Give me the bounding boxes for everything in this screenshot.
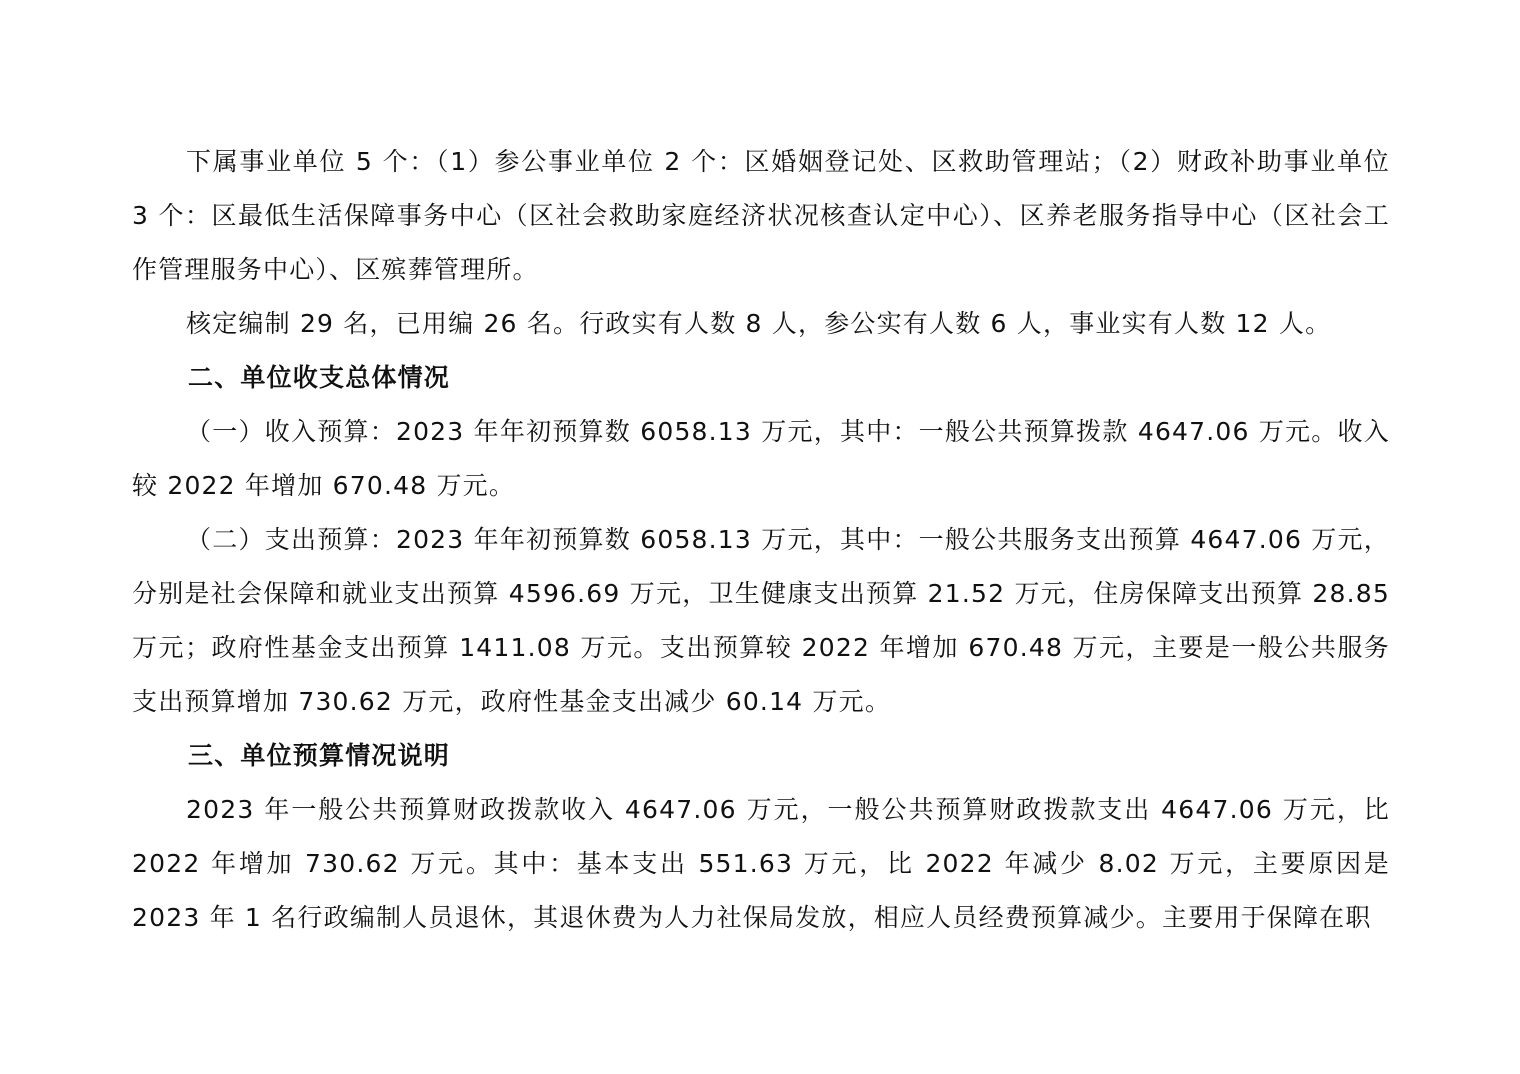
section-heading-budget-explanation: 三、单位预算情况说明 bbox=[188, 741, 451, 770]
section-heading-overall-budget: 二、单位收支总体情况 bbox=[188, 363, 451, 392]
paragraph-staffing: 核定编制 29 名，已用编 26 名。行政实有人数 8 人，参公实有人数 6 人，事业实有人数 12 人。 bbox=[186, 309, 1332, 338]
paragraph-public-budget: 2023 年一般公共预算财政拨款收入 4647.06 万元，一般公共预算财政拨款支出 4647.06 万元，比 2022 年增加 730.62 万元。其中：基本支出 551.63 万元，比 2022 年减少 8.02 万元，主要原因是 2023 年 1 名行政编制人员退休，其退休费为人力社保局发放，相应人员经费预算减少。主要用于保障在职 bbox=[132, 795, 1390, 932]
document-page bbox=[132, 135, 1390, 945]
paragraph-income-budget: （一）收入预算：2023 年年初预算数 6058.13 万元，其中：一般公共预算拨款 4647.06 万元。收入较 2022 年增加 670.48 万元。 bbox=[132, 417, 1390, 500]
paragraph-expenditure-budget: （二）支出预算：2023 年年初预算数 6058.13 万元，其中：一般公共服务支出预算 4647.06 万元，分别是社会保障和就业支出预算 4596.69 万元，卫生健康支出预算 21.52 万元，住房保障支出预算 28.85 万元；政府性基金支出预算 1411.08 万元。支出预算较 2022 年增加 670.48 万元，主要是一般公共服务支出预算增加 730.62 万元，政府性基金支出减少 60.14 万元。 bbox=[132, 525, 1390, 716]
paragraph-subordinate-units: 下属事业单位 5 个：（1）参公事业单位 2 个：区婚姻登记处、区救助管理站；（2）财政补助事业单位 3 个：区最低生活保障事务中心（区社会救助家庭经济状况核查认定中心）、区养老服务指导中心（区社会工作管理服务中心）、区殡葬管理所。 bbox=[132, 147, 1390, 284]
